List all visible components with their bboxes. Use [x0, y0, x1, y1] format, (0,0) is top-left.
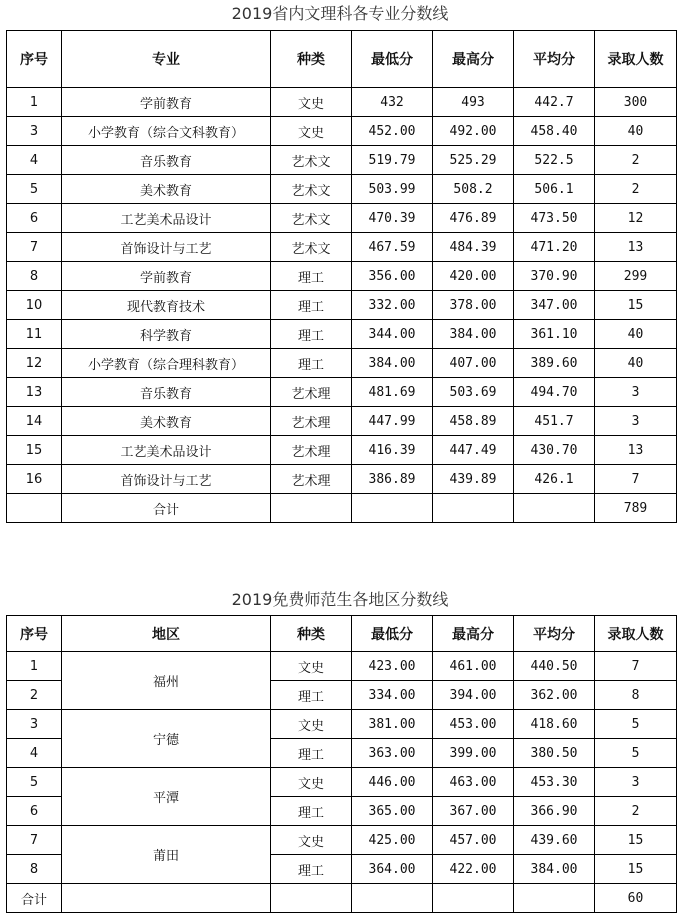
table-cell: 356.00: [352, 262, 433, 291]
table-cell: 519.79: [352, 146, 433, 175]
table-row: [7, 88, 677, 117]
table-cell: 362.00: [514, 681, 595, 710]
table-row: [7, 826, 677, 855]
table-cell: 432: [352, 88, 433, 117]
column-header: 平均分: [514, 31, 595, 88]
table-cell: 423.00: [352, 652, 433, 681]
table-cell: 6: [7, 204, 62, 233]
table-cell: 384.00: [433, 320, 514, 349]
table-cell: 389.60: [514, 349, 595, 378]
table-cell: 3: [595, 768, 677, 797]
total-count: 60: [595, 884, 677, 913]
column-header: 序号: [7, 31, 62, 88]
major-scores-table: [6, 30, 677, 523]
table-cell: 艺术文: [271, 233, 352, 262]
table-header-row: [7, 616, 677, 652]
table-cell: 508.2: [433, 175, 514, 204]
table-cell: 15: [595, 855, 677, 884]
table-cell: 美术教育: [62, 175, 271, 204]
table-cell: 工艺美术品设计: [62, 204, 271, 233]
table-cell: 422.00: [433, 855, 514, 884]
table-cell: 451.7: [514, 407, 595, 436]
table-cell: 380.50: [514, 739, 595, 768]
table-row: [7, 349, 677, 378]
table-cell: 344.00: [352, 320, 433, 349]
column-header: 专业: [62, 31, 271, 88]
table-cell: 370.90: [514, 262, 595, 291]
row-index: 4: [7, 739, 62, 768]
table-cell: 音乐教育: [62, 146, 271, 175]
table-cell: 378.00: [433, 291, 514, 320]
table-cell: 452.00: [352, 117, 433, 146]
table-row: [7, 768, 677, 797]
total-label: 合计: [7, 884, 62, 913]
table-cell: 366.90: [514, 797, 595, 826]
row-index: 5: [7, 768, 62, 797]
table-cell: 471.20: [514, 233, 595, 262]
table-row: [7, 407, 677, 436]
row-index: 1: [7, 652, 62, 681]
table-cell: 2: [595, 175, 677, 204]
empty-cell: [514, 494, 595, 523]
table-cell: 15: [595, 291, 677, 320]
region-name: 福州: [62, 652, 271, 710]
table-cell: 407.00: [433, 349, 514, 378]
table-cell: 文史: [271, 768, 352, 797]
row-index: 7: [7, 826, 62, 855]
table-cell: 399.00: [433, 739, 514, 768]
table-cell: 457.00: [433, 826, 514, 855]
table-cell: 5: [595, 710, 677, 739]
table-cell: 艺术理: [271, 378, 352, 407]
table-cell: 美术教育: [62, 407, 271, 436]
table-cell: 2: [595, 146, 677, 175]
table-cell: 40: [595, 117, 677, 146]
row-index: 6: [7, 797, 62, 826]
table-cell: 12: [595, 204, 677, 233]
table-cell: 文史: [271, 117, 352, 146]
empty-cell: [352, 494, 433, 523]
table-row: [7, 291, 677, 320]
table-cell: 442.7: [514, 88, 595, 117]
table-cell: 7: [595, 465, 677, 494]
row-index: 2: [7, 681, 62, 710]
table2-title: 2019免费师范生各地区分数线: [231, 590, 449, 609]
region-name: 平潭: [62, 768, 271, 826]
table-cell: 386.89: [352, 465, 433, 494]
table-cell: 学前教育: [62, 262, 271, 291]
table-cell: 493: [433, 88, 514, 117]
table-cell: 理工: [271, 349, 352, 378]
table-cell: 458.89: [433, 407, 514, 436]
empty-cell: [271, 884, 352, 913]
table-cell: 440.50: [514, 652, 595, 681]
table-cell: 506.1: [514, 175, 595, 204]
table-cell: 476.89: [433, 204, 514, 233]
table-cell: 艺术文: [271, 175, 352, 204]
column-header: 种类: [271, 616, 352, 652]
table-cell: 现代教育技术: [62, 291, 271, 320]
table-cell: 40: [595, 320, 677, 349]
table-cell: 艺术文: [271, 146, 352, 175]
table-cell: 15: [7, 436, 62, 465]
table-cell: 364.00: [352, 855, 433, 884]
column-header: 最高分: [433, 31, 514, 88]
table-row: [7, 262, 677, 291]
table-cell: 理工: [271, 797, 352, 826]
table-cell: 艺术理: [271, 407, 352, 436]
table-cell: 12: [7, 349, 62, 378]
table-cell: 8: [595, 681, 677, 710]
table1-title: 2019省内文理科各专业分数线: [231, 4, 449, 23]
table-cell: 334.00: [352, 681, 433, 710]
table-row: [7, 652, 677, 681]
column-header: 序号: [7, 616, 62, 652]
table-cell: 13: [595, 233, 677, 262]
table-cell: 科学教育: [62, 320, 271, 349]
table-cell: 446.00: [352, 768, 433, 797]
table-cell: 426.1: [514, 465, 595, 494]
table-cell: 小学教育（综合理科教育）: [62, 349, 271, 378]
table-cell: 420.00: [433, 262, 514, 291]
table-cell: 理工: [271, 855, 352, 884]
table-cell: 学前教育: [62, 88, 271, 117]
table-cell: 11: [7, 320, 62, 349]
table-cell: 艺术理: [271, 436, 352, 465]
table-cell: 439.89: [433, 465, 514, 494]
table-cell: 503.69: [433, 378, 514, 407]
table-cell: 3: [7, 117, 62, 146]
table-cell: 文史: [271, 710, 352, 739]
column-header: 平均分: [514, 616, 595, 652]
column-header: 种类: [271, 31, 352, 88]
table-cell: 首饰设计与工艺: [62, 465, 271, 494]
table-cell: 299: [595, 262, 677, 291]
table-row: [7, 175, 677, 204]
column-header: 地区: [62, 616, 271, 652]
table-cell: 361.10: [514, 320, 595, 349]
table-cell: 5: [7, 175, 62, 204]
table-cell: 理工: [271, 681, 352, 710]
table-cell: 394.00: [433, 681, 514, 710]
table-cell: 艺术理: [271, 465, 352, 494]
column-header: 录取人数: [595, 616, 677, 652]
table-cell: 艺术文: [271, 204, 352, 233]
table-cell: 3: [595, 407, 677, 436]
table-cell: 492.00: [433, 117, 514, 146]
table-cell: 40: [595, 349, 677, 378]
total-row: [7, 884, 677, 913]
table-cell: 381.00: [352, 710, 433, 739]
table-row: [7, 378, 677, 407]
table-cell: 473.50: [514, 204, 595, 233]
table-row: [7, 117, 677, 146]
table-cell: 525.29: [433, 146, 514, 175]
table-cell: 494.70: [514, 378, 595, 407]
table-cell: 16: [7, 465, 62, 494]
table-cell: 332.00: [352, 291, 433, 320]
table-cell: 5: [595, 739, 677, 768]
table-cell: 文史: [271, 88, 352, 117]
table-row: [7, 146, 677, 175]
total-count: 789: [595, 494, 677, 523]
table-cell: 10: [7, 291, 62, 320]
table-cell: 理工: [271, 320, 352, 349]
table-cell: 300: [595, 88, 677, 117]
table-cell: 首饰设计与工艺: [62, 233, 271, 262]
table-cell: 音乐教育: [62, 378, 271, 407]
table-cell: 418.60: [514, 710, 595, 739]
table-cell: 文史: [271, 826, 352, 855]
column-header: 最低分: [352, 31, 433, 88]
table-cell: 425.00: [352, 826, 433, 855]
total-row: [7, 494, 677, 523]
table-row: [7, 233, 677, 262]
table-cell: 458.40: [514, 117, 595, 146]
table-cell: 小学教育（综合文科教育）: [62, 117, 271, 146]
table-cell: 522.5: [514, 146, 595, 175]
table-cell: 453.30: [514, 768, 595, 797]
table-cell: 7: [595, 652, 677, 681]
empty-cell: [433, 494, 514, 523]
table-cell: 4: [7, 146, 62, 175]
table-cell: 484.39: [433, 233, 514, 262]
table-cell: 447.49: [433, 436, 514, 465]
column-header: 最低分: [352, 616, 433, 652]
region-name: 宁德: [62, 710, 271, 768]
empty-cell: [514, 884, 595, 913]
region-name: 莆田: [62, 826, 271, 884]
empty-cell: [62, 884, 271, 913]
table-cell: 13: [595, 436, 677, 465]
table-cell: 1: [7, 88, 62, 117]
empty-cell: [271, 494, 352, 523]
table-row: [7, 436, 677, 465]
table-cell: 430.70: [514, 436, 595, 465]
table-cell: 13: [7, 378, 62, 407]
table-cell: 理工: [271, 739, 352, 768]
table-cell: 384.00: [514, 855, 595, 884]
table-cell: 447.99: [352, 407, 433, 436]
table-cell: 15: [595, 826, 677, 855]
table-cell: 3: [595, 378, 677, 407]
table-cell: 14: [7, 407, 62, 436]
table-cell: 384.00: [352, 349, 433, 378]
table-cell: 467.59: [352, 233, 433, 262]
table-cell: 347.00: [514, 291, 595, 320]
column-header: 录取人数: [595, 31, 677, 88]
row-index: 8: [7, 855, 62, 884]
table-cell: 7: [7, 233, 62, 262]
table-row: [7, 204, 677, 233]
table-cell: 文史: [271, 652, 352, 681]
table-cell: 461.00: [433, 652, 514, 681]
table-row: [7, 465, 677, 494]
table-cell: 453.00: [433, 710, 514, 739]
table-cell: 416.39: [352, 436, 433, 465]
empty-cell: [433, 884, 514, 913]
table-cell: 503.99: [352, 175, 433, 204]
table-header-row: [7, 31, 677, 88]
table-cell: 8: [7, 262, 62, 291]
table-cell: 463.00: [433, 768, 514, 797]
table-cell: 367.00: [433, 797, 514, 826]
table-row: [7, 320, 677, 349]
total-label: 合计: [62, 494, 271, 523]
table-cell: 理工: [271, 291, 352, 320]
column-header: 最高分: [433, 616, 514, 652]
empty-cell: [352, 884, 433, 913]
empty-cell: [7, 494, 62, 523]
table-cell: 439.60: [514, 826, 595, 855]
table-row: [7, 710, 677, 739]
table-cell: 2: [595, 797, 677, 826]
row-index: 3: [7, 710, 62, 739]
table-cell: 工艺美术品设计: [62, 436, 271, 465]
table-cell: 365.00: [352, 797, 433, 826]
table-cell: 理工: [271, 262, 352, 291]
region-scores-table: [6, 615, 677, 913]
table-cell: 363.00: [352, 739, 433, 768]
table-cell: 481.69: [352, 378, 433, 407]
table-cell: 470.39: [352, 204, 433, 233]
